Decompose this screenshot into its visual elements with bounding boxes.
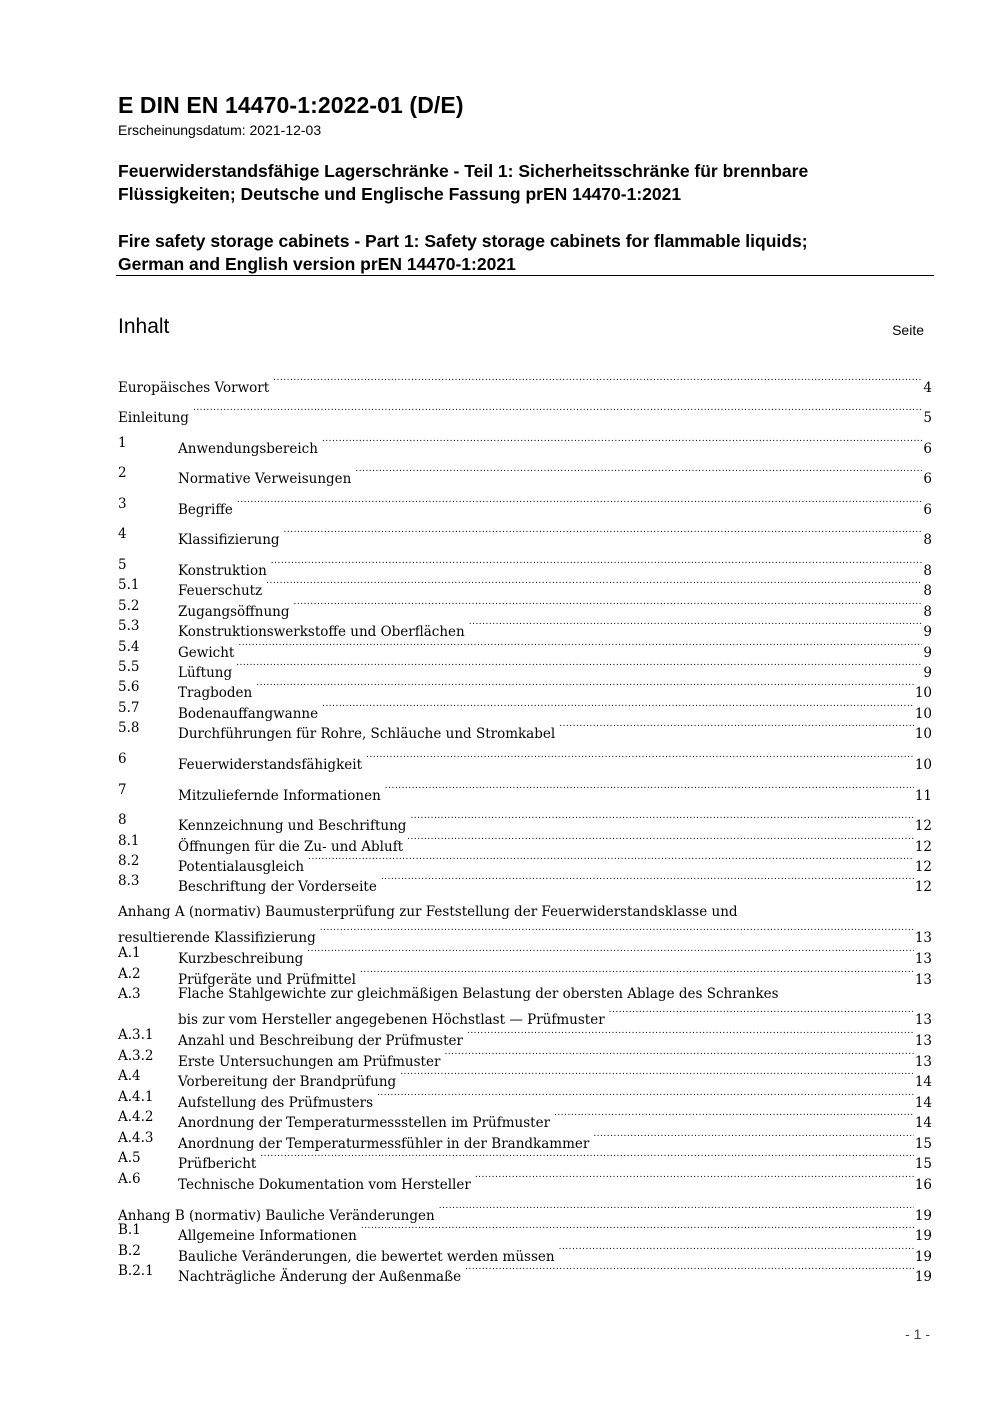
- toc-entry-number: 5.5: [118, 659, 140, 675]
- toc-entry-number: A.2: [118, 966, 141, 982]
- toc-entry-number: 5: [118, 557, 127, 573]
- toc-entry-page: 10: [914, 726, 932, 742]
- toc-dot-leader: [591, 1128, 914, 1148]
- toc-entry[interactable]: [118, 524, 932, 548]
- toc-entry[interactable]: [118, 616, 932, 640]
- toc-entry[interactable]: [118, 637, 932, 661]
- toc-entry-page: 9: [923, 624, 932, 640]
- toc-entry-number: B.2: [118, 1243, 141, 1259]
- toc-dot-leader: [557, 1241, 914, 1261]
- toc-entry-title: Lüftung: [178, 665, 233, 681]
- toc-entry-number: 8.1: [118, 833, 140, 849]
- toc-dot-leader: [398, 1066, 914, 1086]
- toc-entry-number: A.3: [118, 986, 141, 1002]
- toc-entry[interactable]: [118, 964, 932, 988]
- toc-entry-title: Anzahl und Beschreibung der Prüfmuster: [178, 1033, 463, 1049]
- toc-dot-leader: [254, 677, 914, 697]
- toc-entry-page: 12: [914, 879, 932, 895]
- toc-entry-page: 10: [914, 706, 932, 722]
- title-english-line-2: German and English version prEN 14470-1:2021: [118, 254, 516, 274]
- toc-entry-page: 8: [923, 563, 932, 579]
- toc-entry-number: 3: [118, 496, 127, 512]
- toc-entry-page: 19: [914, 1249, 932, 1265]
- title-english-line-1: Fire safety storage cabinets - Part 1: Safety storage cabinets for flammable liquids;: [118, 231, 808, 251]
- toc-entry[interactable]: [118, 555, 932, 579]
- toc-entry-number: A.1: [118, 945, 141, 961]
- toc-dot-leader: [191, 402, 922, 422]
- toc-entry-first-line: [118, 902, 932, 922]
- toc-entry-page: 12: [914, 859, 932, 875]
- toc-entry[interactable]: [118, 943, 932, 967]
- toc-entry-title: bis zur vom Hersteller angegebenen Höchstlast — Prüfmuster: [178, 1012, 605, 1028]
- toc-entry-page: 8: [923, 583, 932, 599]
- toc-entry-page: 6: [923, 441, 932, 457]
- toc-dot-leader: [235, 494, 923, 514]
- toc-entry-page: 13: [914, 1012, 932, 1028]
- toc-dot-leader: [320, 433, 922, 453]
- toc-entry[interactable]: [118, 494, 932, 518]
- toc-dot-leader: [359, 1220, 914, 1240]
- toc-dot-leader: [383, 780, 914, 800]
- toc-entry-title: Klassifizierung: [178, 532, 280, 548]
- toc-dot-leader: [234, 657, 922, 677]
- toc-entry-title: Bauliche Veränderungen, die bewertet werden müssen: [178, 1249, 555, 1265]
- toc-entry-page: 14: [914, 1095, 932, 1111]
- toc-entry-page: 13: [914, 951, 932, 967]
- toc-entry-page: 15: [914, 1136, 932, 1152]
- toc-entry[interactable]: [118, 1087, 932, 1111]
- toc-page-column-label: Seite: [892, 322, 924, 338]
- title-english: [118, 230, 938, 276]
- toc-entry[interactable]: [118, 1220, 932, 1244]
- toc-entry-page: 15: [914, 1156, 932, 1172]
- toc-entry-title: Europäisches Vorwort: [118, 380, 270, 396]
- toc-entry-title: Bodenauffangwanne: [178, 706, 319, 722]
- toc-entry-number: A.4.1: [118, 1089, 154, 1105]
- toc-dot-leader: [236, 637, 922, 657]
- toc-entry-number: 5.6: [118, 679, 140, 695]
- toc-dot-leader: [258, 1148, 914, 1168]
- toc-entry-title: Anhang B (normativ) Bauliche Veränderungen: [118, 1208, 435, 1224]
- toc-entry-number: 8.3: [118, 873, 140, 889]
- toc-entry[interactable]: [118, 657, 932, 681]
- toc-entry-page: 8: [923, 604, 932, 620]
- toc-entry[interactable]: [118, 402, 932, 426]
- toc-entry-page: 5: [923, 410, 932, 426]
- title-german-line-2: Flüssigkeiten; Deutsche und Englische Fassung prEN 14470-1:2021: [118, 184, 682, 204]
- toc-entry-number: A.4: [118, 1068, 141, 1084]
- toc-entry-page: 6: [923, 502, 932, 518]
- toc-entry-number: A.3.2: [118, 1048, 154, 1064]
- toc-entry[interactable]: [118, 1046, 932, 1070]
- toc-entry-title: Allgemeine Informationen: [178, 1228, 357, 1244]
- toc-entry-number: A.4.3: [118, 1130, 154, 1146]
- toc-entry-title-line-1: Flache Stahlgewichte zur gleichmäßigen Belastung der obersten Ablage des Schrankes: [178, 986, 779, 1002]
- toc-entry[interactable]: [118, 698, 932, 722]
- toc-entry-number: 5.1: [118, 577, 140, 593]
- toc-entry-number: B.1: [118, 1222, 141, 1238]
- toc-entry-title: Technische Dokumentation vom Hersteller: [178, 1177, 471, 1193]
- toc-dot-leader: [557, 718, 914, 738]
- toc-entry-page: 4: [923, 380, 932, 396]
- toc-dot-leader: [264, 575, 922, 595]
- toc-entry-number: 7: [118, 782, 127, 798]
- toc-entry-number: 5.2: [118, 598, 140, 614]
- toc-entry[interactable]: [118, 1128, 932, 1152]
- toc-entry-number: A.4.2: [118, 1109, 154, 1125]
- toc-entry-title: Konstruktion: [178, 563, 267, 579]
- toc-entry-number: A.6: [118, 1171, 141, 1187]
- toc-entry-page: 12: [914, 839, 932, 855]
- toc-dot-leader: [282, 524, 923, 544]
- toc-entry-title: Durchführungen für Rohre, Schläuche und Stromkabel: [178, 726, 556, 742]
- toc-entry-page: 13: [914, 1054, 932, 1070]
- toc-entry-title: Nachträgliche Änderung der Außenmaße: [178, 1269, 462, 1285]
- toc-entry[interactable]: [118, 1241, 932, 1265]
- toc-dot-leader: [442, 1046, 913, 1066]
- toc-entry-number: 4: [118, 526, 127, 542]
- toc-entry-page: 13: [914, 972, 932, 988]
- toc-entry[interactable]: [118, 1066, 932, 1090]
- toc-dot-leader: [318, 922, 914, 942]
- toc-entry[interactable]: [118, 1025, 932, 1049]
- toc-dot-leader: [552, 1107, 914, 1127]
- toc-dot-leader: [375, 1087, 914, 1107]
- header-divider: [116, 275, 934, 276]
- toc-entry-number: A.5: [118, 1150, 141, 1166]
- toc-entry-page: 13: [914, 1033, 932, 1049]
- toc-entry-number: 1: [118, 435, 127, 451]
- toc-entry-page: 9: [923, 645, 932, 661]
- toc-entry-title: Einleitung: [118, 410, 189, 426]
- toc-dot-leader: [364, 749, 914, 769]
- toc-entry[interactable]: [118, 1148, 932, 1172]
- toc-entry-number: 5.3: [118, 618, 140, 634]
- toc-entry[interactable]: [118, 1107, 932, 1131]
- toc-entry-page: 19: [914, 1269, 932, 1285]
- toc-entry[interactable]: [118, 463, 932, 487]
- toc-entry-number: 8: [118, 812, 127, 828]
- toc-entry-title: Mitzuliefernde Informationen: [178, 788, 381, 804]
- toc-entry-page: 14: [914, 1074, 932, 1090]
- toc-entry-page: 19: [914, 1208, 932, 1224]
- toc-dot-leader: [473, 1169, 914, 1189]
- toc-dot-leader: [320, 698, 914, 718]
- toc-dot-leader: [467, 616, 923, 636]
- toc-dot-leader: [269, 555, 923, 575]
- toc-dot-leader: [291, 596, 922, 616]
- toc-entry[interactable]: [118, 749, 932, 773]
- toc-dot-leader: [437, 1200, 914, 1220]
- toc-entry-page: 10: [914, 685, 932, 701]
- toc-entry-title: Potentialausgleich: [178, 859, 305, 875]
- toc-entry-title: Begriffe: [178, 502, 233, 518]
- toc-entry[interactable]: [118, 851, 932, 875]
- toc-entry-title: Konstruktionswerkstoffe und Oberflächen: [178, 624, 465, 640]
- toc-entry[interactable]: [118, 433, 932, 457]
- toc-dot-leader: [379, 871, 914, 891]
- toc-entry-title: Normative Verweisungen: [178, 471, 352, 487]
- toc-entry-title: Anwendungsbereich: [178, 441, 318, 457]
- toc-entry[interactable]: [118, 810, 932, 834]
- publication-date: Erscheinungsdatum: 2021-12-03: [118, 122, 322, 138]
- toc-entry-page: 14: [914, 1115, 932, 1131]
- toc-entry-title: Zugangsöffnung: [178, 604, 290, 620]
- toc-entry-number: 6: [118, 751, 127, 767]
- toc-dot-leader: [306, 851, 914, 871]
- toc-entry[interactable]: [118, 922, 932, 946]
- toc-dot-leader: [353, 463, 922, 483]
- toc-entry-page: 12: [914, 818, 932, 834]
- toc-dot-leader: [463, 1261, 914, 1281]
- toc-entry-title: Vorbereitung der Brandprüfung: [178, 1074, 397, 1090]
- toc-entry-title: Anordnung der Temperaturmessstellen im Prüfmuster: [178, 1115, 551, 1131]
- toc-entry[interactable]: [118, 1261, 932, 1285]
- toc-entry-page: 13: [914, 930, 932, 946]
- toc-entry-page: 16: [914, 1177, 932, 1193]
- toc-entry-page: 11: [914, 788, 932, 804]
- toc-dot-leader: [408, 810, 913, 830]
- toc-entry[interactable]: [118, 831, 932, 855]
- toc-entry-title: resultierende Klassifizierung: [118, 930, 316, 946]
- toc-entry-title: Anordnung der Temperaturmessfühler in der Brandkammer: [178, 1136, 590, 1152]
- toc-entry[interactable]: [118, 372, 932, 396]
- toc-dot-leader: [305, 943, 914, 963]
- document-id: E DIN EN 14470-1:2022-01 (D/E): [118, 92, 464, 118]
- toc-dot-leader: [465, 1025, 914, 1045]
- toc-entry-page: 10: [914, 757, 932, 773]
- toc-entry[interactable]: [118, 1169, 932, 1193]
- toc-entry-title: Feuerschutz: [178, 583, 263, 599]
- toc-entry[interactable]: [118, 1200, 932, 1224]
- toc-dot-leader: [607, 1004, 914, 1024]
- toc-entry-title: Aufstellung des Prüfmusters: [178, 1095, 374, 1111]
- toc-entry-title: Beschriftung der Vorderseite: [178, 879, 377, 895]
- toc-entry[interactable]: [118, 1004, 932, 1028]
- toc-entry-title: Kennzeichnung und Beschriftung: [178, 818, 407, 834]
- toc-entry-page: 6: [923, 471, 932, 487]
- page-number: - 1 -: [905, 1326, 930, 1342]
- toc-entry[interactable]: [118, 871, 932, 895]
- toc-entry-title: Prüfbericht: [178, 1156, 257, 1172]
- title-german-line-1: Feuerwiderstandsfähige Lagerschränke - Teil 1: Sicherheitsschränke für brennbare: [118, 161, 809, 181]
- title-german: [118, 160, 938, 206]
- toc-entry-number: B.2.1: [118, 1263, 154, 1279]
- toc-entry-page: 9: [923, 665, 932, 681]
- toc-entry-title: Gewicht: [178, 645, 235, 661]
- toc-entry-number: 5.4: [118, 639, 140, 655]
- toc-entry[interactable]: [118, 596, 932, 620]
- toc-entry-title: Prüfgeräte und Prüfmittel: [178, 972, 356, 988]
- toc-dot-leader: [271, 372, 922, 392]
- toc-heading: Inhalt: [118, 315, 170, 338]
- toc-entry-title: Tragboden: [178, 685, 253, 701]
- toc-entry[interactable]: [118, 780, 932, 804]
- toc-entry[interactable]: [118, 677, 932, 701]
- toc-entry-first-line: [118, 984, 932, 1004]
- toc-entry-title: Erste Untersuchungen am Prüfmuster: [178, 1054, 441, 1070]
- toc-entry-number: 8.2: [118, 853, 140, 869]
- toc-entry-title: Öffnungen für die Zu- und Abluft: [178, 839, 404, 855]
- toc-dot-leader: [358, 964, 914, 984]
- toc-entry-number: 2: [118, 465, 127, 481]
- toc-entry-number: 5.7: [118, 700, 140, 716]
- toc-entry-page: 8: [923, 532, 932, 548]
- toc-entry-number: A.3.1: [118, 1027, 154, 1043]
- toc-entry[interactable]: [118, 575, 932, 599]
- toc-entry-page: 19: [914, 1228, 932, 1244]
- toc-entry[interactable]: [118, 718, 932, 742]
- toc-entry-number: 5.8: [118, 720, 140, 736]
- toc-entry-title: Feuerwiderstandsfähigkeit: [178, 757, 362, 773]
- toc-dot-leader: [405, 831, 914, 851]
- toc-entry-title-line-1: Anhang A (normativ) Baumusterprüfung zur Feststellung der Feuerwiderstandsklasse und: [118, 904, 738, 920]
- toc-entry-title: Kurzbeschreibung: [178, 951, 304, 967]
